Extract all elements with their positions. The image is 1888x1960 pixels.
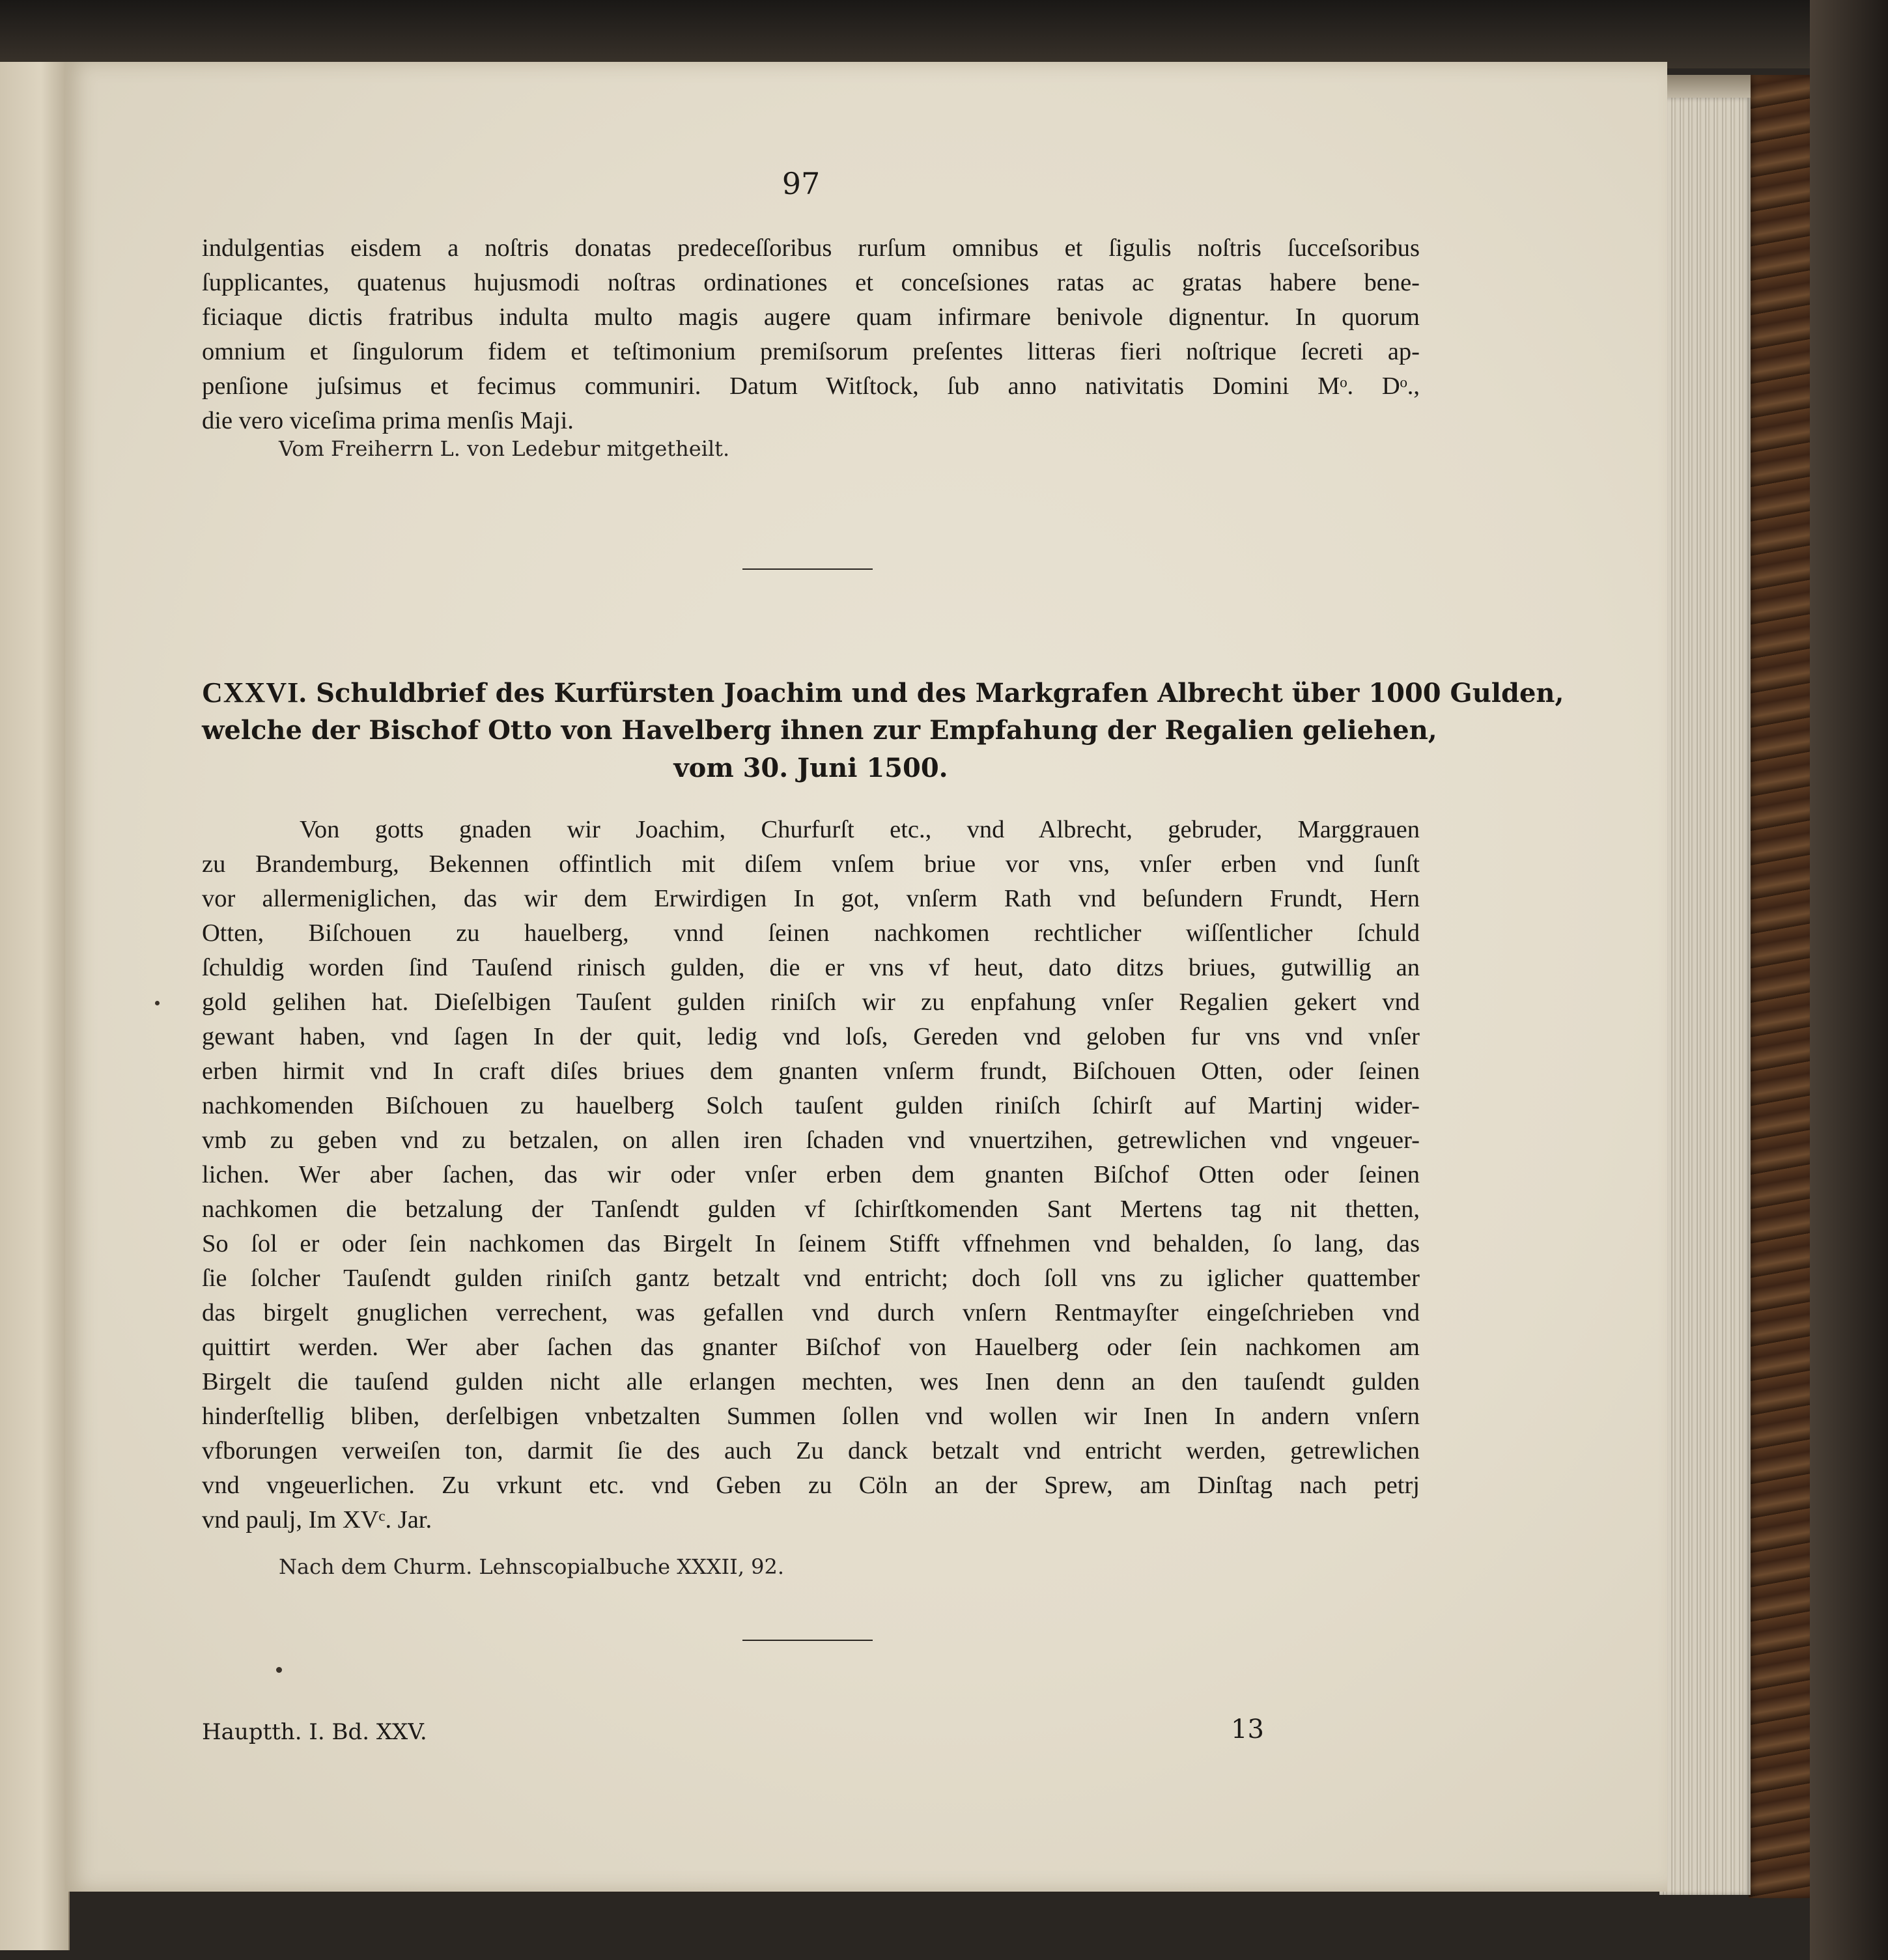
margin-speck xyxy=(155,1001,160,1005)
facing-page-edge xyxy=(0,62,70,1950)
text-line: So ſol er oder ſein nachkomen das Birgelt In ſeinem Stifft vffnehmen vnd behalden, ſo lang, das xyxy=(202,1230,1420,1257)
text-line: gold gelihen hat. Dieſelbigen Tauſent gulden riniſch wir zu enpfahung vnſer Regalien gekert vnd xyxy=(202,988,1420,1016)
text-line: omnium et ſingulorum fidem et teſtimonium premiſsorum preſentes litteras fieri noſtrique ſecreti ap- xyxy=(202,338,1420,365)
text-line: indulgentias eisdem a noſtris donatas predeceſſoribus rurſum omnibus et ſigulis noſtris ſucceſsoribus xyxy=(202,234,1420,262)
text-line: die vero viceſima prima menſis Maji. xyxy=(202,407,574,434)
top-source-note: Vom Freiherrn L. von Ledebur mitgetheilt. xyxy=(279,436,730,461)
footer-signature: Hauptth. I. Bd. XXV. xyxy=(202,1719,427,1745)
text-line: ſupplicantes, quatenus hujusmodi noſtras ordinationes et conceſsiones ratas ac gratas habere bene- xyxy=(202,269,1420,296)
text-line: vfborungen verweiſen ton, darmit ſie des auch Zu danck betzalt vnd entricht werden, getrewlichen xyxy=(202,1437,1420,1464)
scan-background-right xyxy=(1810,0,1888,1960)
text-line: gewant haben, vnd ſagen In der quit, ledig vnd loſs, Gereden vnd geloben fur vns vnd vnſer xyxy=(202,1023,1420,1050)
text-line: das birgelt gnuglichen verrechent, was gefallen vnd durch vnſern Rentmayſter eingeſchrieben vnd xyxy=(202,1299,1420,1326)
text-line: quittirt werden. Wer aber ſachen das gnanter Biſchof von Hauelberg oder ſein nachkomen am xyxy=(202,1334,1420,1361)
text-line: nachkomen die betzalung der Tanſendt gulden vf ſchirſtkomenden Sant Mertens tag nit thetten, xyxy=(202,1196,1420,1223)
heading-line-3: vom 30. Juni 1500. xyxy=(673,753,948,783)
text-line: ficiaque dictis fratribus indulta multo magis augere quam infirmare benivole dignentur. In quorum xyxy=(202,303,1420,331)
heading-title: Schuldbrief des Kurfürsten Joachim und des Markgrafen Albrecht über 1000 Gulden, xyxy=(316,678,1564,708)
text-line: Birgelt die tauſend gulden nicht alle erlangen mechten, wes Inen denn an den tauſendt gulden xyxy=(202,1368,1420,1395)
text-line: ſie ſolcher Tauſendt gulden riniſch gantz betzalt vnd entricht; doch ſoll vns zu iglicher quattember xyxy=(202,1265,1420,1292)
scan-background-top xyxy=(0,0,1888,68)
text-line: vmb zu geben vnd zu betzalen, on allen iren ſchaden vnd vnuertzihen, getrewlichen vnd vngeuer- xyxy=(202,1127,1420,1154)
text-line: nachkomenden Biſchouen zu hauelberg Solch tauſent gulden riniſch ſchirſt auf Martinj wider- xyxy=(202,1092,1420,1119)
main-source-note: Nach dem Churm. Lehnscopialbuche XXXII, 92. xyxy=(279,1554,785,1579)
text-line: hinderſtellig bliben, derſelbigen vnbetzalten Summen ſollen vnd wollen wir Inen In andern vnſern xyxy=(202,1403,1420,1430)
page-block-edges xyxy=(1659,98,1751,1895)
heading-line-1 xyxy=(202,674,1564,712)
footer-sheet-number: 13 xyxy=(1231,1715,1264,1744)
text-line: vor allermeniglichen, das wir dem Erwirdigen In got, vnſerm Rath vnd beſundern Frundt, Hern xyxy=(202,885,1420,912)
heading-line-2: welche der Bischof Otto von Havelberg ihnen zur Empfahung der Regalien geliehen, xyxy=(202,715,1437,746)
text-line: erben hirmit vnd In craft diſes briues dem gnanten vnſerm frundt, Biſchouen Otten, oder ſeinen xyxy=(202,1057,1420,1085)
text-line: vnd paulj, Im XVᶜ. Jar. xyxy=(202,1506,432,1533)
section-divider-rule xyxy=(742,568,873,570)
text-line: zu Brandemburg, Bekennen offintlich mit diſem vnſem briue vor vns, vnſer erben vnd ſunſt xyxy=(202,850,1420,878)
document-heading xyxy=(202,674,1564,787)
text-line: Von gotts gnaden wir Joachim, Churfurſt etc., vnd Albrecht, gebruder, Marggrauen xyxy=(300,816,1420,843)
page-block-top xyxy=(1659,75,1751,101)
text-line: ſchuldig worden ſind Tauſend rinisch gulden, die er vns vf heut, dato ditzs briues, gutwillig an xyxy=(202,954,1420,981)
book-cover-edge xyxy=(1749,75,1810,1898)
margin-speck xyxy=(276,1667,282,1673)
text-line: lichen. Wer aber ſachen, das wir oder vnſer erben dem gnanten Biſchof Otten oder ſeinen xyxy=(202,1161,1420,1188)
text-line: vnd vngeuerlichen. Zu vrkunt etc. vnd Geben zu Cöln an der Sprew, am Dinſtag nach petrj xyxy=(202,1472,1420,1499)
document-number: CXXVI. xyxy=(202,677,307,708)
main-paragraph xyxy=(202,813,1420,1537)
end-divider-rule xyxy=(742,1640,873,1641)
page-folio: 97 xyxy=(782,166,821,201)
text-line: penſione juſsimus et fecimus communiri. Datum Witſtock, ſub anno nativitatis Domini Mᵒ. Dᵒ., xyxy=(202,372,1420,400)
top-paragraph xyxy=(202,231,1420,438)
text-line: Otten, Biſchouen zu hauelberg, vnnd ſeinen nachkomen rechtlicher wiſſentlicher ſchuld xyxy=(202,919,1420,947)
